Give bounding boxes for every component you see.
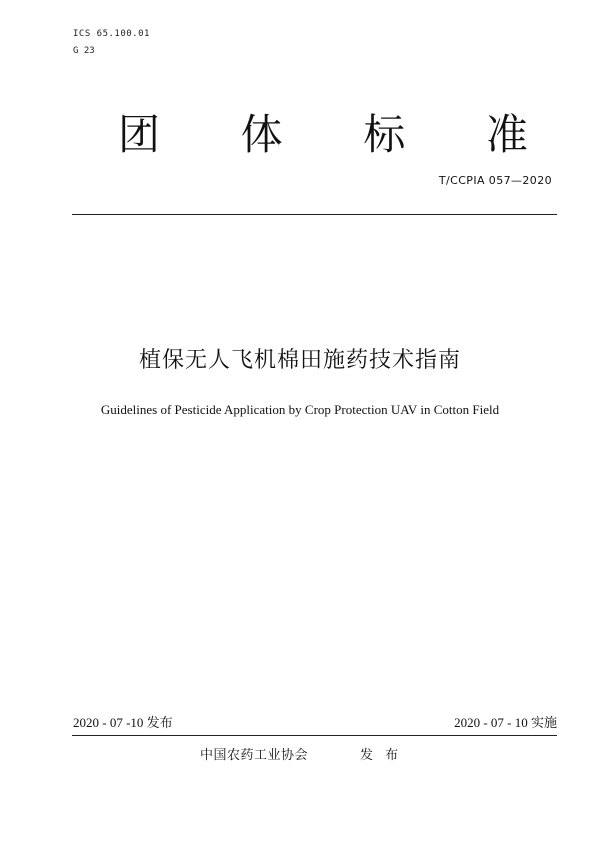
standard-number: T/CCPIA 057—2020 (438, 174, 552, 187)
publish-label: 发 布 (360, 748, 403, 763)
standard-type-heading (118, 110, 528, 160)
header-divider (72, 214, 557, 215)
issue-date: 2020 - 07 -10 发布 (73, 715, 173, 730)
publisher-name: 中国农药工业协会 (200, 748, 309, 763)
standard-type-char: 标 (363, 110, 406, 159)
standard-type-char: 体 (240, 110, 283, 159)
ccs-code: G 23 (73, 46, 95, 56)
ics-code: ICS 65.100.01 (73, 29, 150, 39)
implementation-date: 2020 - 07 - 10 实施 (454, 715, 557, 730)
footer-divider (72, 735, 557, 736)
standard-type-char: 准 (485, 110, 528, 159)
document-title-chinese: 植保无人飞机棉田施药技术指南 (138, 348, 461, 373)
standard-type-char: 团 (118, 110, 161, 159)
document-title-english: Guidelines of Pesticide Application by Crop Protection UAV in Cotton Field (100, 402, 500, 417)
